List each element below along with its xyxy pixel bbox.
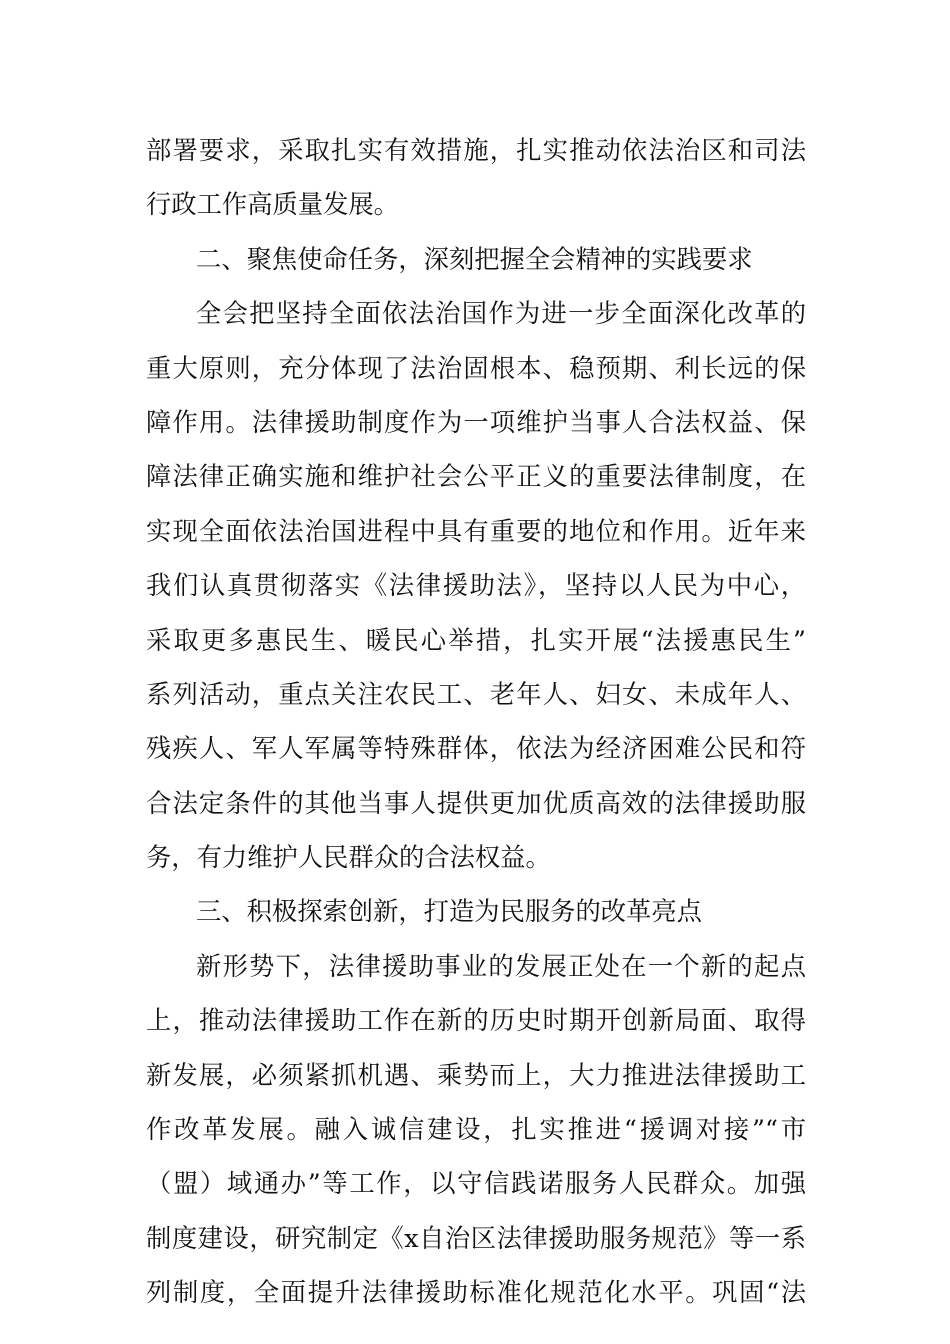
text-line: 二、聚焦使命任务，深刻把握全会精神的实践要求 [196,244,753,274]
text-line: 障作用。法律援助制度作为一项维护当事人合法权益、保 [146,407,806,437]
document-body [146,124,806,1321]
text-line: 障法律正确实施和维护社会公平正义的重要法律制度，在 [146,462,806,492]
text-line: 重大原则，充分体现了法治固根本、稳预期、利长远的保 [146,353,806,383]
text-line: 合法定条件的其他当事人提供更加优质高效的法律援助服 [146,788,806,818]
text-line: 实现全面依法治国进程中具有重要的地位和作用。近年来 [146,516,806,546]
text-line: 作改革发展。融入诚信建设，扎实推进“援调对接”“市 [146,1115,806,1145]
text-line: 部署要求，采取扎实有效措施，扎实推动依法治区和司法 [146,136,806,165]
text-line: 上，推动法律援助工作在新的历史时期开创新局面、取得 [146,1006,806,1036]
text-line: 务，有力维护人民群众的合法权益。 [146,843,551,873]
text-line: 采取更多惠民生、暖民心举措，扎实开展“法援惠民生” [146,625,806,655]
text-line: 新发展，必须紧抓机遇、乘势而上，大力推进法律援助工 [146,1060,806,1090]
text-line: 全会把坚持全面依法治国作为进一步全面深化改革的 [196,299,806,329]
text-line: （盟）域通办”等工作，以守信践诺服务人民群众。加强 [146,1169,806,1199]
text-line: 残疾人、军人军属等特殊群体，依法为经济困难公民和符 [146,734,806,764]
text-line: 列制度，全面提升法律援助标准化规范化水平。巩固“法 [146,1278,806,1308]
text-line: 行政工作高质量发展。 [146,190,399,220]
text-line: 我们认真贯彻落实《法律援助法》，坚持以人民为中心， [146,571,806,601]
text-line: 系列活动，重点关注农民工、老年人、妇女、未成年人、 [146,679,806,709]
text-line: 制度建设，研究制定《x自治区法律援助服务规范》等一系 [146,1223,806,1253]
text-line: 三、积极探索创新，打造为民服务的改革亮点 [196,897,702,927]
text-line: 新形势下，法律援助事业的发展正处在一个新的起点 [196,951,806,981]
